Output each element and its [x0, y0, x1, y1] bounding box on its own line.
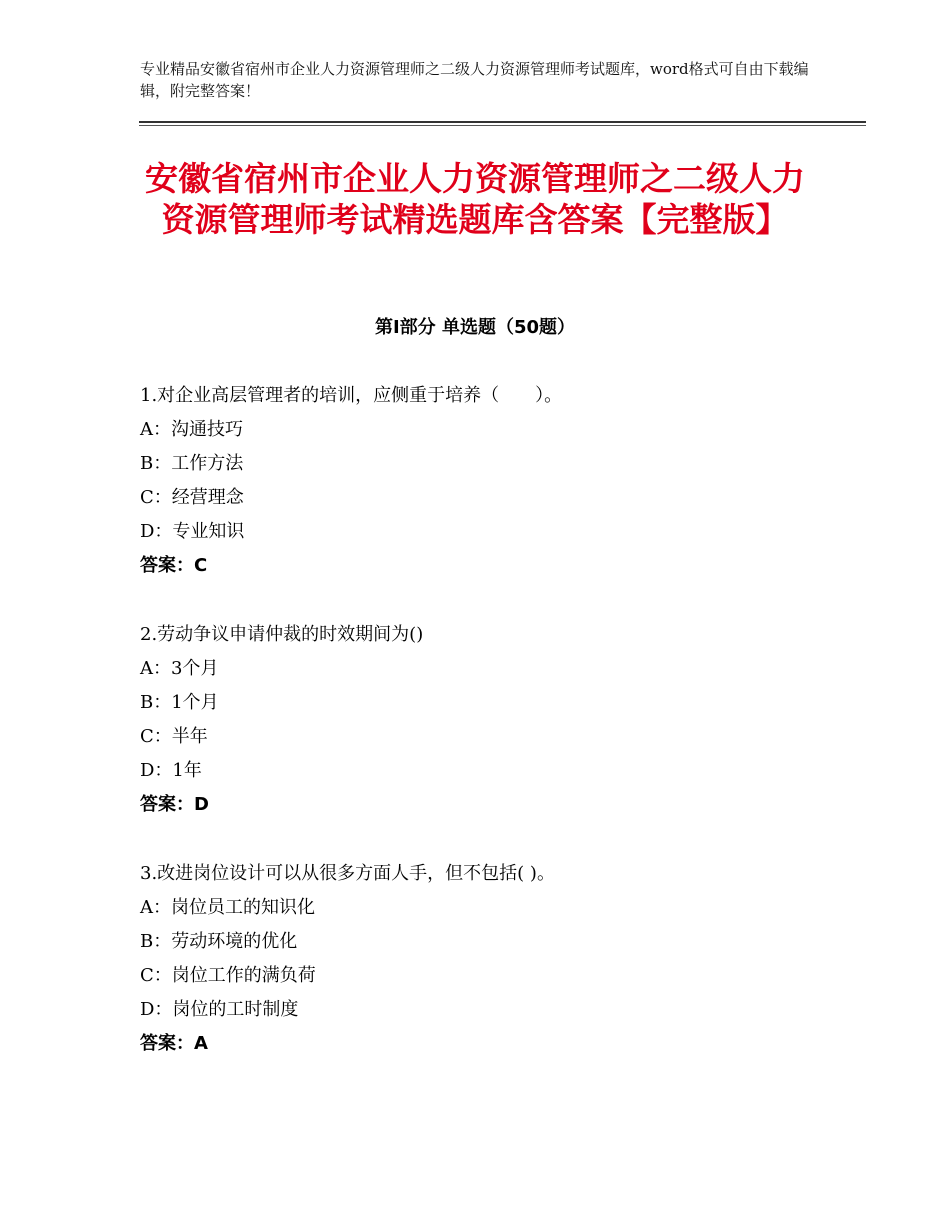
- option-c: C：半年: [140, 726, 208, 747]
- question-stem: 1.对企业高层管理者的培训，应侧重于培养（ ）。: [140, 385, 563, 406]
- option-d: D：专业知识: [140, 521, 245, 542]
- question-3: [140, 857, 820, 1061]
- option-a: A：岗位员工的知识化: [140, 897, 315, 918]
- question-1: [140, 379, 820, 583]
- question-stem: 2.劳动争议申请仲裁的时效期间为(): [140, 624, 424, 645]
- option-b: B：劳动环境的优化: [140, 931, 298, 952]
- document-title: 安徽省宿州市企业人力资源管理师之二级人力资源管理师考试精选题库含答案【完整版】: [145, 159, 805, 239]
- option-a: A：沟通技巧: [140, 419, 243, 440]
- option-c: C：经营理念: [140, 487, 244, 508]
- answer: 答案：D: [140, 794, 209, 815]
- option-c: C：岗位工作的满负荷: [140, 965, 316, 986]
- header-rule-thick: [139, 121, 866, 123]
- answer: 答案：A: [140, 1033, 208, 1054]
- section-title: 第Ⅰ部分 单选题（50题）: [374, 317, 575, 338]
- header-rule-thin: [139, 125, 866, 126]
- option-d: D：1年: [140, 760, 202, 781]
- option-a: A：3个月: [140, 658, 219, 679]
- question-2: [140, 618, 820, 822]
- option-b: B：1个月: [140, 692, 219, 713]
- answer: 答案：C: [140, 555, 208, 576]
- question-stem: 3.改进岗位设计可以从很多方面人手，但不包括( )。: [140, 863, 555, 884]
- option-b: B：工作方法: [140, 453, 244, 474]
- header-note: 专业精品安徽省宿州市企业人力资源管理师之二级人力资源管理师考试题库，word格式可自由下载编辑，附完整答案！: [140, 60, 809, 100]
- option-d: D：岗位的工时制度: [140, 999, 299, 1020]
